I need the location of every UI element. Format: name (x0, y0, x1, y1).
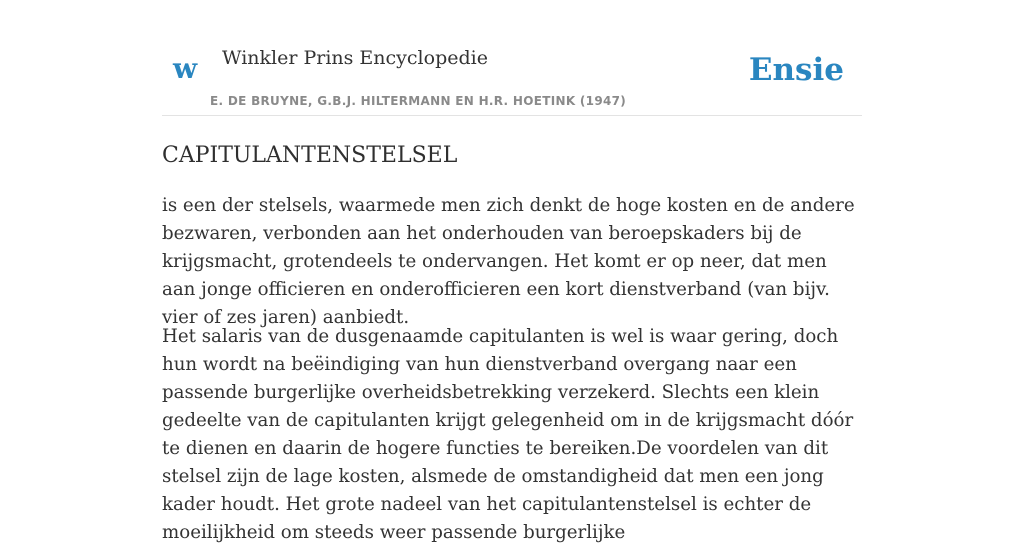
article-paragraph-1: is een der stelsels, waarmede men zich denkt de hoge kosten en de andere bezwaren, verbonden aan het onderhouden van beroepskaders bij de krijgsmacht, grotendeels te ondervangen. Het komt er op neer, dat men aan jonge officieren en onderofficieren een kort dienstverband (van bijv. vier of zes jaren) aanbiedt. (162, 195, 855, 328)
article-paragraph-2: Het salaris van de dusgenaamde capitulanten is wel is waar gering, doch hun wordt na beëindiging van hun dienstverband overgang naar een passende burgerlijke overheidsbetrekking verzekerd. Slechts een klein gedeelte van de capitulanten krijgt gelegenheid om in de krijgsmacht dóór te dienen en daarin de hogere functies te bereiken.De voordelen van dit stelsel zijn de lage kosten, alsmede de omstandigheid dat men een jong kader houdt. Het grote nadeel van het capitulantenstelsel is echter de moeilijkheid om steeds weer passende burgerlijke (162, 326, 854, 543)
page-header (162, 0, 862, 116)
book-title[interactable]: Winkler Prins Encyclopedie (222, 47, 488, 69)
ensie-brand-logo[interactable]: Ensie (748, 52, 844, 88)
encyclopedia-logo[interactable]: w (173, 52, 198, 85)
article-page (162, 0, 862, 543)
book-authors: E. DE BRUYNE, G.B.J. HILTERMANN EN H.R. HOETINK (1947) (210, 94, 627, 108)
article-title: CAPITULANTENSTELSEL (162, 143, 458, 168)
